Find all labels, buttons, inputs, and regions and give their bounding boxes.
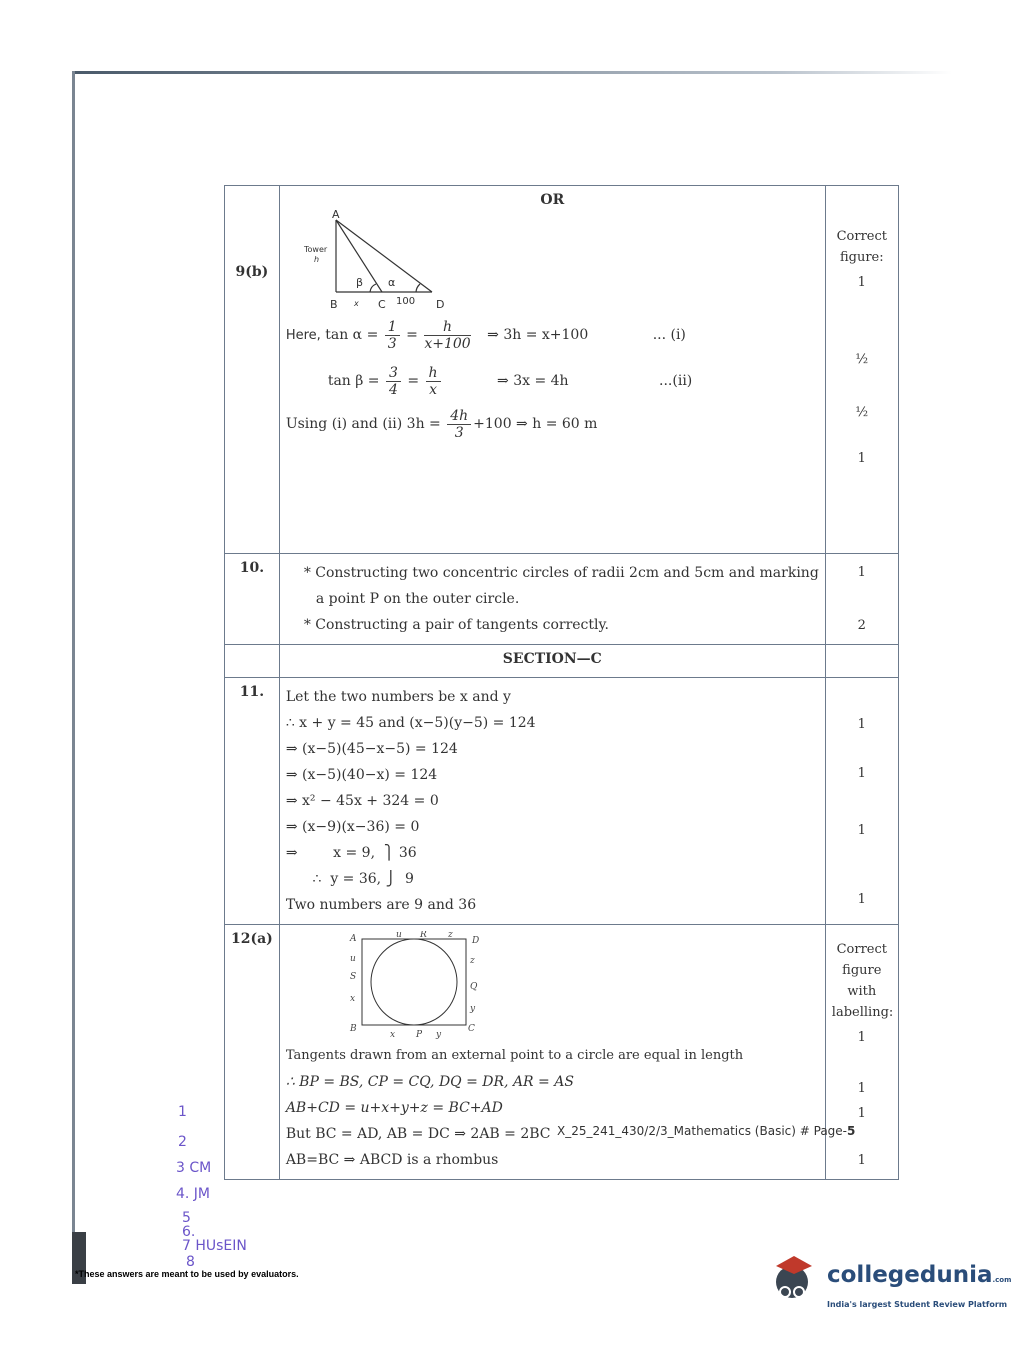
answer-cell: * Constructing two concentric circles of radii 2cm and 5cm and marking a point P on the outer circle. * Constructing a pair of tangents correctly. bbox=[279, 554, 825, 645]
label-x: x bbox=[353, 299, 359, 308]
question-number: 9(b) bbox=[225, 186, 280, 554]
svg-text:z: z bbox=[447, 931, 453, 940]
label-tower: Tower bbox=[303, 245, 327, 254]
label-alpha: α bbox=[387, 276, 396, 289]
svg-text:R: R bbox=[419, 931, 427, 940]
label-C: C bbox=[377, 298, 386, 308]
svg-text:z: z bbox=[469, 956, 475, 966]
row-section bbox=[225, 645, 899, 678]
svg-text:x: x bbox=[349, 994, 355, 1004]
brand-tagline: India's largest Student Review Platform bbox=[827, 1300, 1008, 1309]
label-beta: β bbox=[355, 276, 363, 289]
handwritten-signatures: 1 2 3 CM 4. JM 5 6. 7 HUsEIN 8 bbox=[176, 1104, 247, 1270]
tower-figure bbox=[290, 208, 470, 308]
svg-text:y: y bbox=[435, 1030, 441, 1039]
svg-text:y: y bbox=[469, 1004, 475, 1014]
page-number: 5 bbox=[847, 1124, 856, 1138]
answer-cell bbox=[279, 186, 825, 554]
rhombus-circle-figure bbox=[326, 931, 526, 1039]
row-11 bbox=[225, 678, 899, 925]
label-100: 100 bbox=[395, 296, 415, 307]
label-D: D bbox=[435, 298, 445, 308]
row-10 bbox=[225, 554, 899, 645]
svg-text:D: D bbox=[471, 936, 480, 946]
equation-line-3: Using (i) and (ii) 3h = $\frac{4h}{3}$ +100 ⇒ h = 60 m bbox=[285, 407, 598, 441]
svg-text:P: P bbox=[415, 1030, 422, 1039]
label-B: B bbox=[329, 298, 338, 308]
question-number: 12(a) bbox=[225, 925, 280, 1180]
svg-text:Q: Q bbox=[469, 982, 478, 992]
section-heading: SECTION—C bbox=[279, 645, 825, 678]
equation-line-1: Here, tan α = $\frac{1}{3}$ = $\frac{h}{x+100}$ ⇒ 3h = x+100 ... (i) bbox=[285, 318, 686, 352]
left-rule bbox=[72, 71, 75, 1283]
svg-text:x: x bbox=[389, 1030, 395, 1039]
svg-text:u: u bbox=[349, 954, 356, 964]
answer-cell: Let the two numbers be x and y ∴ x + y = 45 and (x−5)(y−5) = 124 ⇒ (x−5)(45−x−5) = 124 ⇒ (x−5)(40−x) = 124 ⇒ x² − 45x + 324 = 0 ⇒ (x−9)(x−36) = 0 ⇒ x = 9, ⎫ 36 ∴ y = 36, ⎭ 9 Two numbers are 9 and 36 bbox=[279, 678, 825, 925]
svg-text:u: u bbox=[395, 931, 402, 940]
row-9b bbox=[225, 186, 899, 554]
question-number: 10. bbox=[225, 554, 280, 645]
marking-scheme-table bbox=[224, 185, 894, 1180]
top-rule bbox=[72, 71, 952, 74]
marks-cell: 1 2 bbox=[825, 554, 898, 645]
svg-text:B: B bbox=[349, 1024, 357, 1034]
or-label: OR bbox=[540, 192, 565, 208]
label-h: h bbox=[313, 255, 319, 264]
label-A: A bbox=[331, 208, 340, 221]
svg-text:S: S bbox=[349, 972, 356, 982]
marks-cell: 1 1 1 1 bbox=[825, 678, 898, 925]
evaluator-note: *These answers are meant to be used by evaluators. bbox=[75, 1269, 299, 1279]
svg-text:A: A bbox=[349, 934, 357, 944]
question-number: 11. bbox=[225, 678, 280, 925]
row-12a bbox=[225, 925, 899, 1180]
equation-line-2: tan β = $\frac{3}{4}$ = $\frac{h}{x}$ ⇒ 3x = 4h ...(ii) bbox=[327, 364, 693, 398]
answer-cell: A D B C u R z z Q y u S x x P y Tangents drawn from an external point to a circle are equal in length ∴ BP = BS, CP = CQ, DQ = DR, AR = AS AB+CD = u+x+y+z = BC+AD But BC = AD, AB = DC ⇒ 2AB = 2BC AB=BC ⇒ ABCD is a rhombus bbox=[279, 925, 825, 1180]
marks-cell: Correct figure: 1 ½ ½ 1 bbox=[825, 186, 898, 554]
marks-cell: Correct figure with labelling: 1 1 1 1 bbox=[825, 925, 898, 1180]
brand-name: collegedunia.com bbox=[827, 1262, 1012, 1288]
svg-text:C: C bbox=[467, 1024, 475, 1034]
page-footer: X_25_241_430/2/3_Mathematics (Basic) # Page-5 bbox=[557, 1124, 856, 1138]
